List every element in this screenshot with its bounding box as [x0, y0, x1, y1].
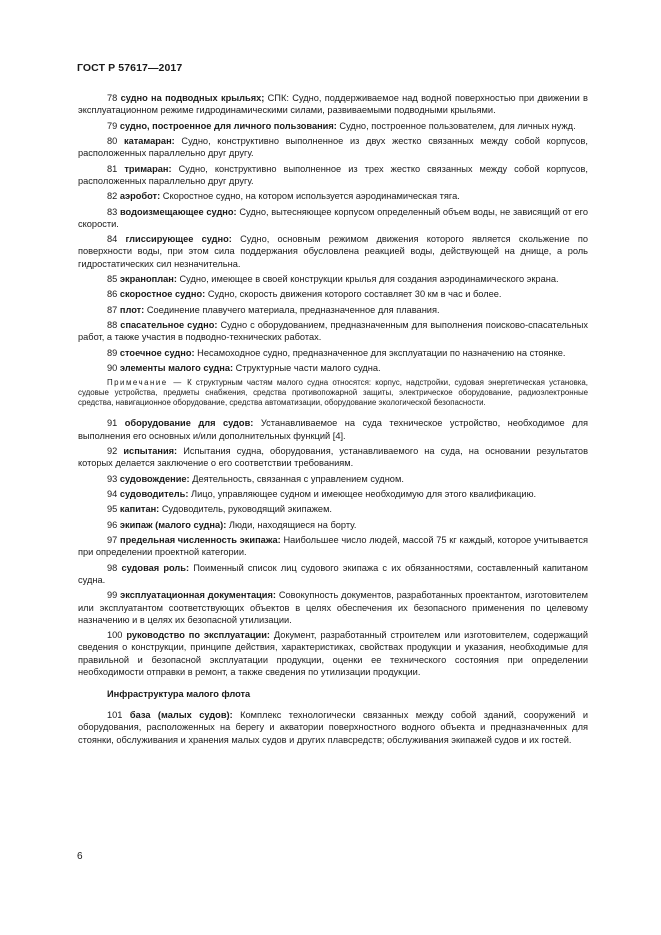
- term-entry-94: 94 судоводитель: Лицо, управляющее судном и имеющее необходимую для этого квалификацию.: [107, 488, 537, 499]
- term-entry-78: 78 судно на подводных крыльях; СПК: Судно, поддерживаемое над водной поверхностью при движении в эксплуатационном режиме гидродинамическими силами, развиваемыми подводными крыльями.: [78, 93, 588, 116]
- section-heading: Инфраструктура малого флота: [107, 688, 251, 699]
- term-entry-85: 85 экраноплан: Судно, имеющее в своей конструкции крылья для создания аэродинамического экрана.: [107, 273, 559, 284]
- term-entry-81: 81 тримаран: Судно, конструктивно выполненное из трех жестко связанных между собой корпусов, расположенных параллельно друг другу.: [78, 163, 588, 186]
- page-number: 6: [77, 851, 83, 862]
- term-entry-96: 96 экипаж (малого судна): Люди, находящиеся на борту.: [107, 519, 357, 530]
- note-text: К структурным частям малого судна относятся: корпус, надстройки, судовая энергетическая установка, судовые устройства, предметы снабжения, средства противопожарной защиты, электрическое оборудование, радиоэлектронные средства, навигационное оборудование, средства автоматизации, оборудование экологической безопасности.: [78, 377, 588, 408]
- term-entry-101: 101 база (малых судов): Комплекс технологически связанных между собой зданий, сооружений и оборудования, расположенных на берегу и акватории поверхностного водного объекта и предназначенных для стоянки, обслуживания и хранения малых судов и других плавсредств; обслуживания экипажей судов и их гостей.: [78, 710, 588, 745]
- term-entry-99: 99 эксплуатационная документация: Совокупность документов, разработанных проектантом, изготовителем или эксплуатантом соответствующих объектов в целях обеспечения их безопасного применения по целевому назначению и в целях их безопасной утилизации.: [78, 590, 588, 625]
- term-entry-97: 97 предельная численность экипажа: Наибольшее число людей, массой 75 кг каждый, которое учитывается при определении проектной категории.: [78, 535, 589, 558]
- term-entry-79: 79 судно, построенное для личного пользования: Судно, построенное пользователем, для личных нужд.: [107, 120, 576, 131]
- note-paragraph: [78, 378, 588, 409]
- term-entry-82: 82 аэробот: Скоростное судно, на котором используется аэродинамическая тяга.: [107, 191, 460, 202]
- term-entry-92: 92 испытания: Испытания судна, оборудования, устанавливаемого на суда, на основании результатов которых делается заключение о его соответствии требованиям.: [78, 445, 588, 469]
- document-header: ГОСТ Р 57617—2017: [77, 62, 183, 74]
- term-entry-91: 91 оборудование для судов: Устанавливаемое на суда техническое устройство, необходимое для выполнения его основных и/или дополнительных функций [4].: [78, 418, 588, 441]
- term-entry-88: 88 спасательное судно: Судно с оборудованием, предназначенным для выполнения поисково-спасательных работ, а также участия в подводно-технических работах.: [78, 320, 588, 343]
- note-label: Примечание —: [107, 377, 183, 387]
- term-entry-93: 93 судовождение: Деятельность, связанная с управлением судном.: [107, 473, 404, 484]
- term-entry-89: 89 стоечное судно: Несамоходное судно, предназначенное для эксплуатации по назначению на стоянке.: [107, 347, 566, 358]
- term-entry-98: 98 судовая роль: Поименный список лиц судового экипажа с их обязанностями, составленный капитаном судна.: [78, 562, 588, 585]
- document-body: [78, 92, 588, 749]
- term-entry-95: 95 капитан: Судоводитель, руководящий экипажем.: [107, 504, 333, 515]
- term-entry-100: 100 руководство по эксплуатации: Документ, разработанный строителем или изготовителем, содержащий сведения о конструкции, принципе действия, характеристиках, свойствах продукции и указания, необходимые для правильной и безопасной эксплуатации продукции, оценки ее технического состояния при определении необходимости отправки в ремонт, а также сведения по утилизации продукции.: [78, 630, 588, 677]
- term-entry-84: 84 глиссирующее судно: Судно, основным режимом движения которого является скольжение по поверхности воды, при этом сила поддержания обусловлена реакцией воды, действующей на днище, а роль гидростатических сил незначительна.: [78, 234, 588, 269]
- term-entry-83: 83 водоизмещающее судно: Судно, вытесняющее корпусом определенный объем воды, не зависящий от его скорости.: [78, 206, 588, 229]
- term-entry-86: 86 скоростное судно: Судно, скорость движения которого составляет 30 км в час и более.: [107, 289, 502, 300]
- term-entry-87: 87 плот: Соединение плавучего материала, предназначенное для плавания.: [107, 304, 440, 315]
- term-entry-90: 90 элементы малого судна: Структурные части малого судна.: [107, 363, 381, 374]
- term-entry-80: 80 катамаран: Судно, конструктивно выполненное из двух жестко связанных между собой корпусов, расположенных параллельно друг другу.: [78, 135, 588, 159]
